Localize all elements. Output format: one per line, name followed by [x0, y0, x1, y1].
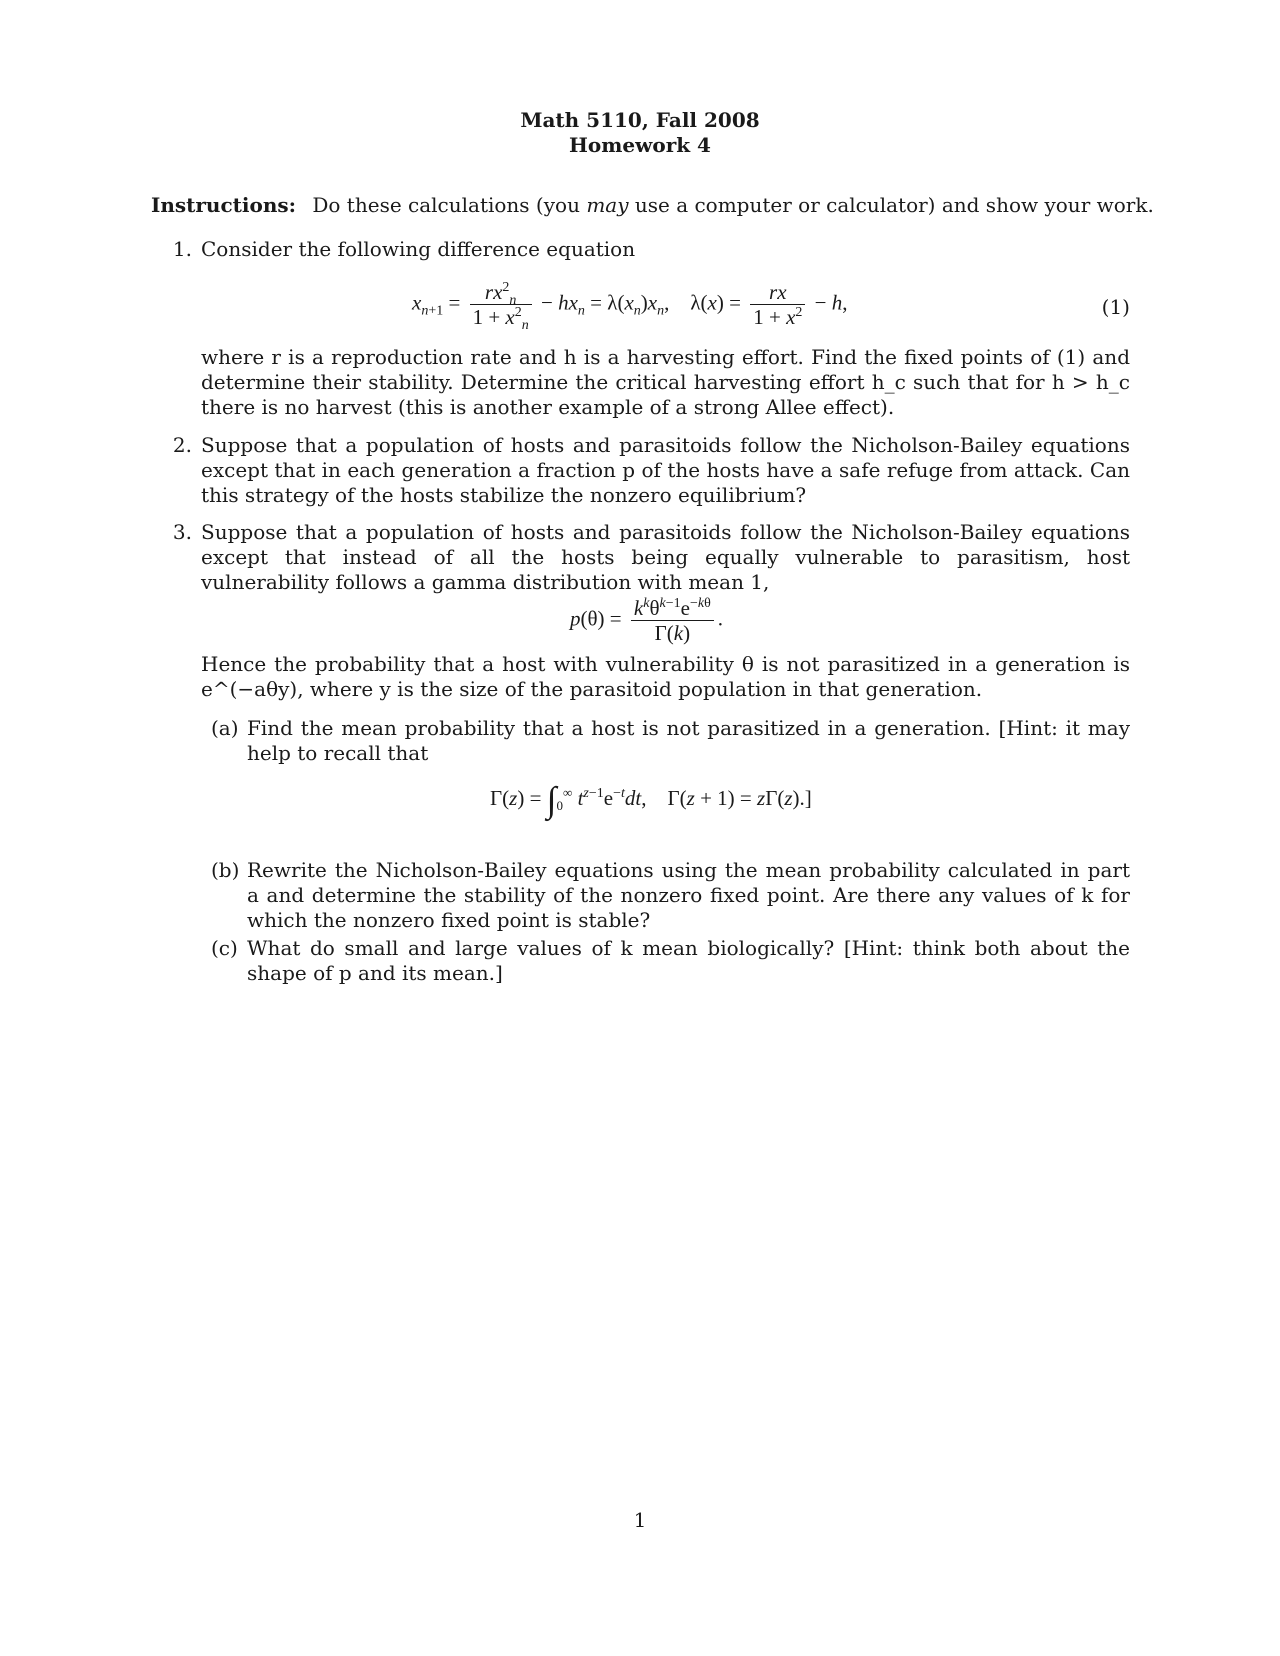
page-subtitle: Homework 4	[569, 133, 711, 157]
part-c-label: (c)	[211, 936, 238, 960]
part-b-label: (b)	[211, 858, 240, 882]
instructions-label: Instructions:	[151, 193, 297, 217]
gamma-distribution-equation: p(θ) = $\frac{k^k\theta^{k-1}e^{-k\theta}}{\Gamma(k)}$ .	[570, 596, 724, 645]
part-b-text: Rewrite the Nicholson-Bailey equations using the mean probability calculated in part a and determine the stability of the nonzero fixed point. Are there any values of k for which the nonzero fixed point is stable?	[247, 858, 1130, 932]
problem-2-body: Suppose that a population of hosts and parasitoids follow the Nicholson-Bailey equations except that in each generation a fraction p of the hosts have a safe refuge from attack. Can this strategy of the hosts stabilize the nonzero equilibrium?	[201, 433, 1130, 507]
equation-1-number: (1)	[1101, 295, 1130, 319]
problem-1-intro: Consider the following difference equation	[201, 237, 636, 261]
instructions-text-before: Do these calculations (you	[312, 193, 587, 217]
gamma-function-equation: $\Gamma(z) = \int_0^\infty$ $t^{z-1}e^{-t}dt$, Γ(z + 1) = zΓ(z).]	[490, 779, 812, 820]
equation-1: $x_{n+1}$ = $\frac{rx^2_n}{1 + x^2_n}$ − $hx_n = \lambda(x_n)x_n$, λ(x) = $\frac{rx}{1 + x^2}$ − h,	[412, 280, 848, 334]
page-number: 1	[633, 1508, 647, 1532]
part-a-label: (a)	[211, 716, 239, 740]
page-title: Math 5110, Fall 2008	[520, 108, 760, 132]
part-a-text: Find the mean probability that a host is not parasitized in a generation. [Hint: it may help to recall that	[247, 716, 1130, 765]
instructions-text-after: use a computer or calculator) and show your work.	[628, 193, 1154, 217]
instructions-emphasis: may	[586, 193, 629, 217]
instructions	[151, 193, 1154, 218]
problem-2-number: 2.	[172, 433, 192, 457]
problem-3-intro: Suppose that a population of hosts and parasitoids follow the Nicholson-Bailey equations except that instead of all the hosts being equally vulnerable to parasitism, host vulnerability follows a gamma distribution with mean 1,	[201, 520, 1130, 594]
problem-3-body: Hence the probability that a host with vulnerability θ is not parasitized in a generation is e^(−aθy), where y is the size of the parasitoid population in that generation.	[201, 652, 1130, 701]
problem-3-number: 3.	[172, 520, 192, 544]
problem-1-body: where r is a reproduction rate and h is a harvesting effort. Find the fixed points of (1) and determine their stability. Determine the critical harvesting effort h_c such that for h > h_c there is no harvest (this is another example of a strong Allee effect).	[201, 345, 1130, 419]
problem-1-number: 1.	[172, 237, 192, 261]
part-c-text: What do small and large values of k mean biologically? [Hint: think both about the shape of p and its mean.]	[247, 936, 1130, 985]
